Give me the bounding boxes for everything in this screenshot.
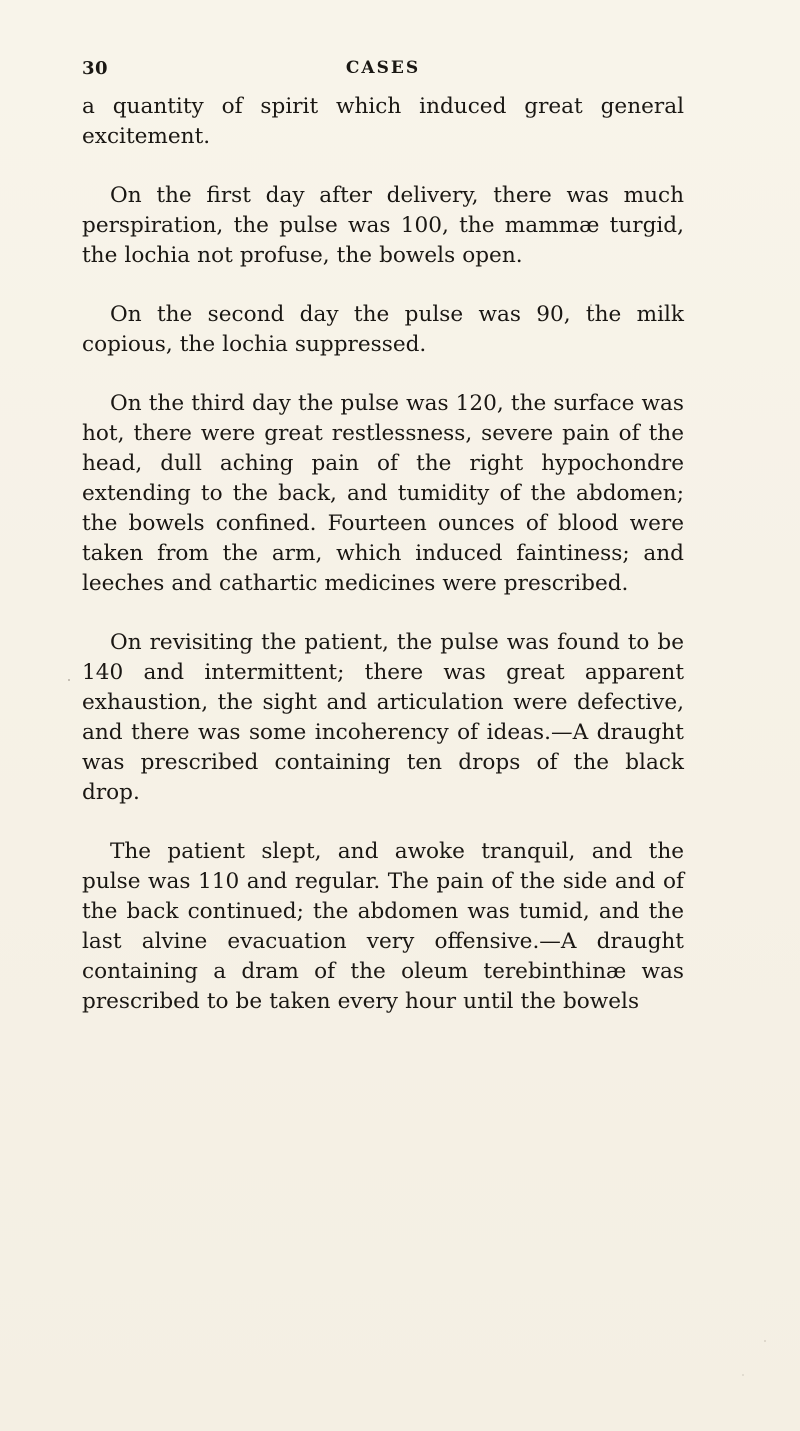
body-paragraph-3: On the second day the pulse was 90, the milk copious, the lochia suppressed.	[82, 302, 684, 357]
page-body	[82, 92, 684, 1017]
body-paragraph-4: On the third day the pulse was 120, the surface was hot, there were great restlessness, severe pain of the head, dull aching pain of the right hypochondre extending to the back, and tumidity of the abdomen; the bowels confined. Fourteen ounces of blood were taken from the arm, which induced faintiness; and leeches and cathartic medicines were prescribed.	[82, 391, 684, 596]
running-head: CASES	[345, 58, 421, 78]
body-paragraph-6: The patient slept, and awoke tranquil, and the pulse was 110 and regular. The pain of the side and of the back continued; the abdomen was tumid, and the last alvine evacuation very offensive.—A draught containing a dram of the oleum terebinthinæ was prescribed to be taken every hour until the bowels	[82, 839, 684, 1014]
body-paragraph-2: On the first day after delivery, there was much perspiration, the pulse was 100, the mammæ turgid, the lochia not profuse, the bowels open.	[82, 183, 684, 268]
paper-speck	[742, 1374, 744, 1376]
page-number: 30	[82, 58, 109, 79]
paper-speck	[764, 1340, 766, 1342]
paper-speck	[68, 679, 70, 681]
body-paragraph-1: a quantity of spirit which induced great general excitement.	[82, 94, 684, 149]
page-header	[82, 58, 684, 84]
body-paragraph-5: On revisiting the patient, the pulse was found to be 140 and intermittent; there was great apparent exhaustion, the sight and articulation were defective, and there was some incoherency of ideas.—A draught was prescribed containing ten drops of the black drop.	[82, 630, 684, 805]
